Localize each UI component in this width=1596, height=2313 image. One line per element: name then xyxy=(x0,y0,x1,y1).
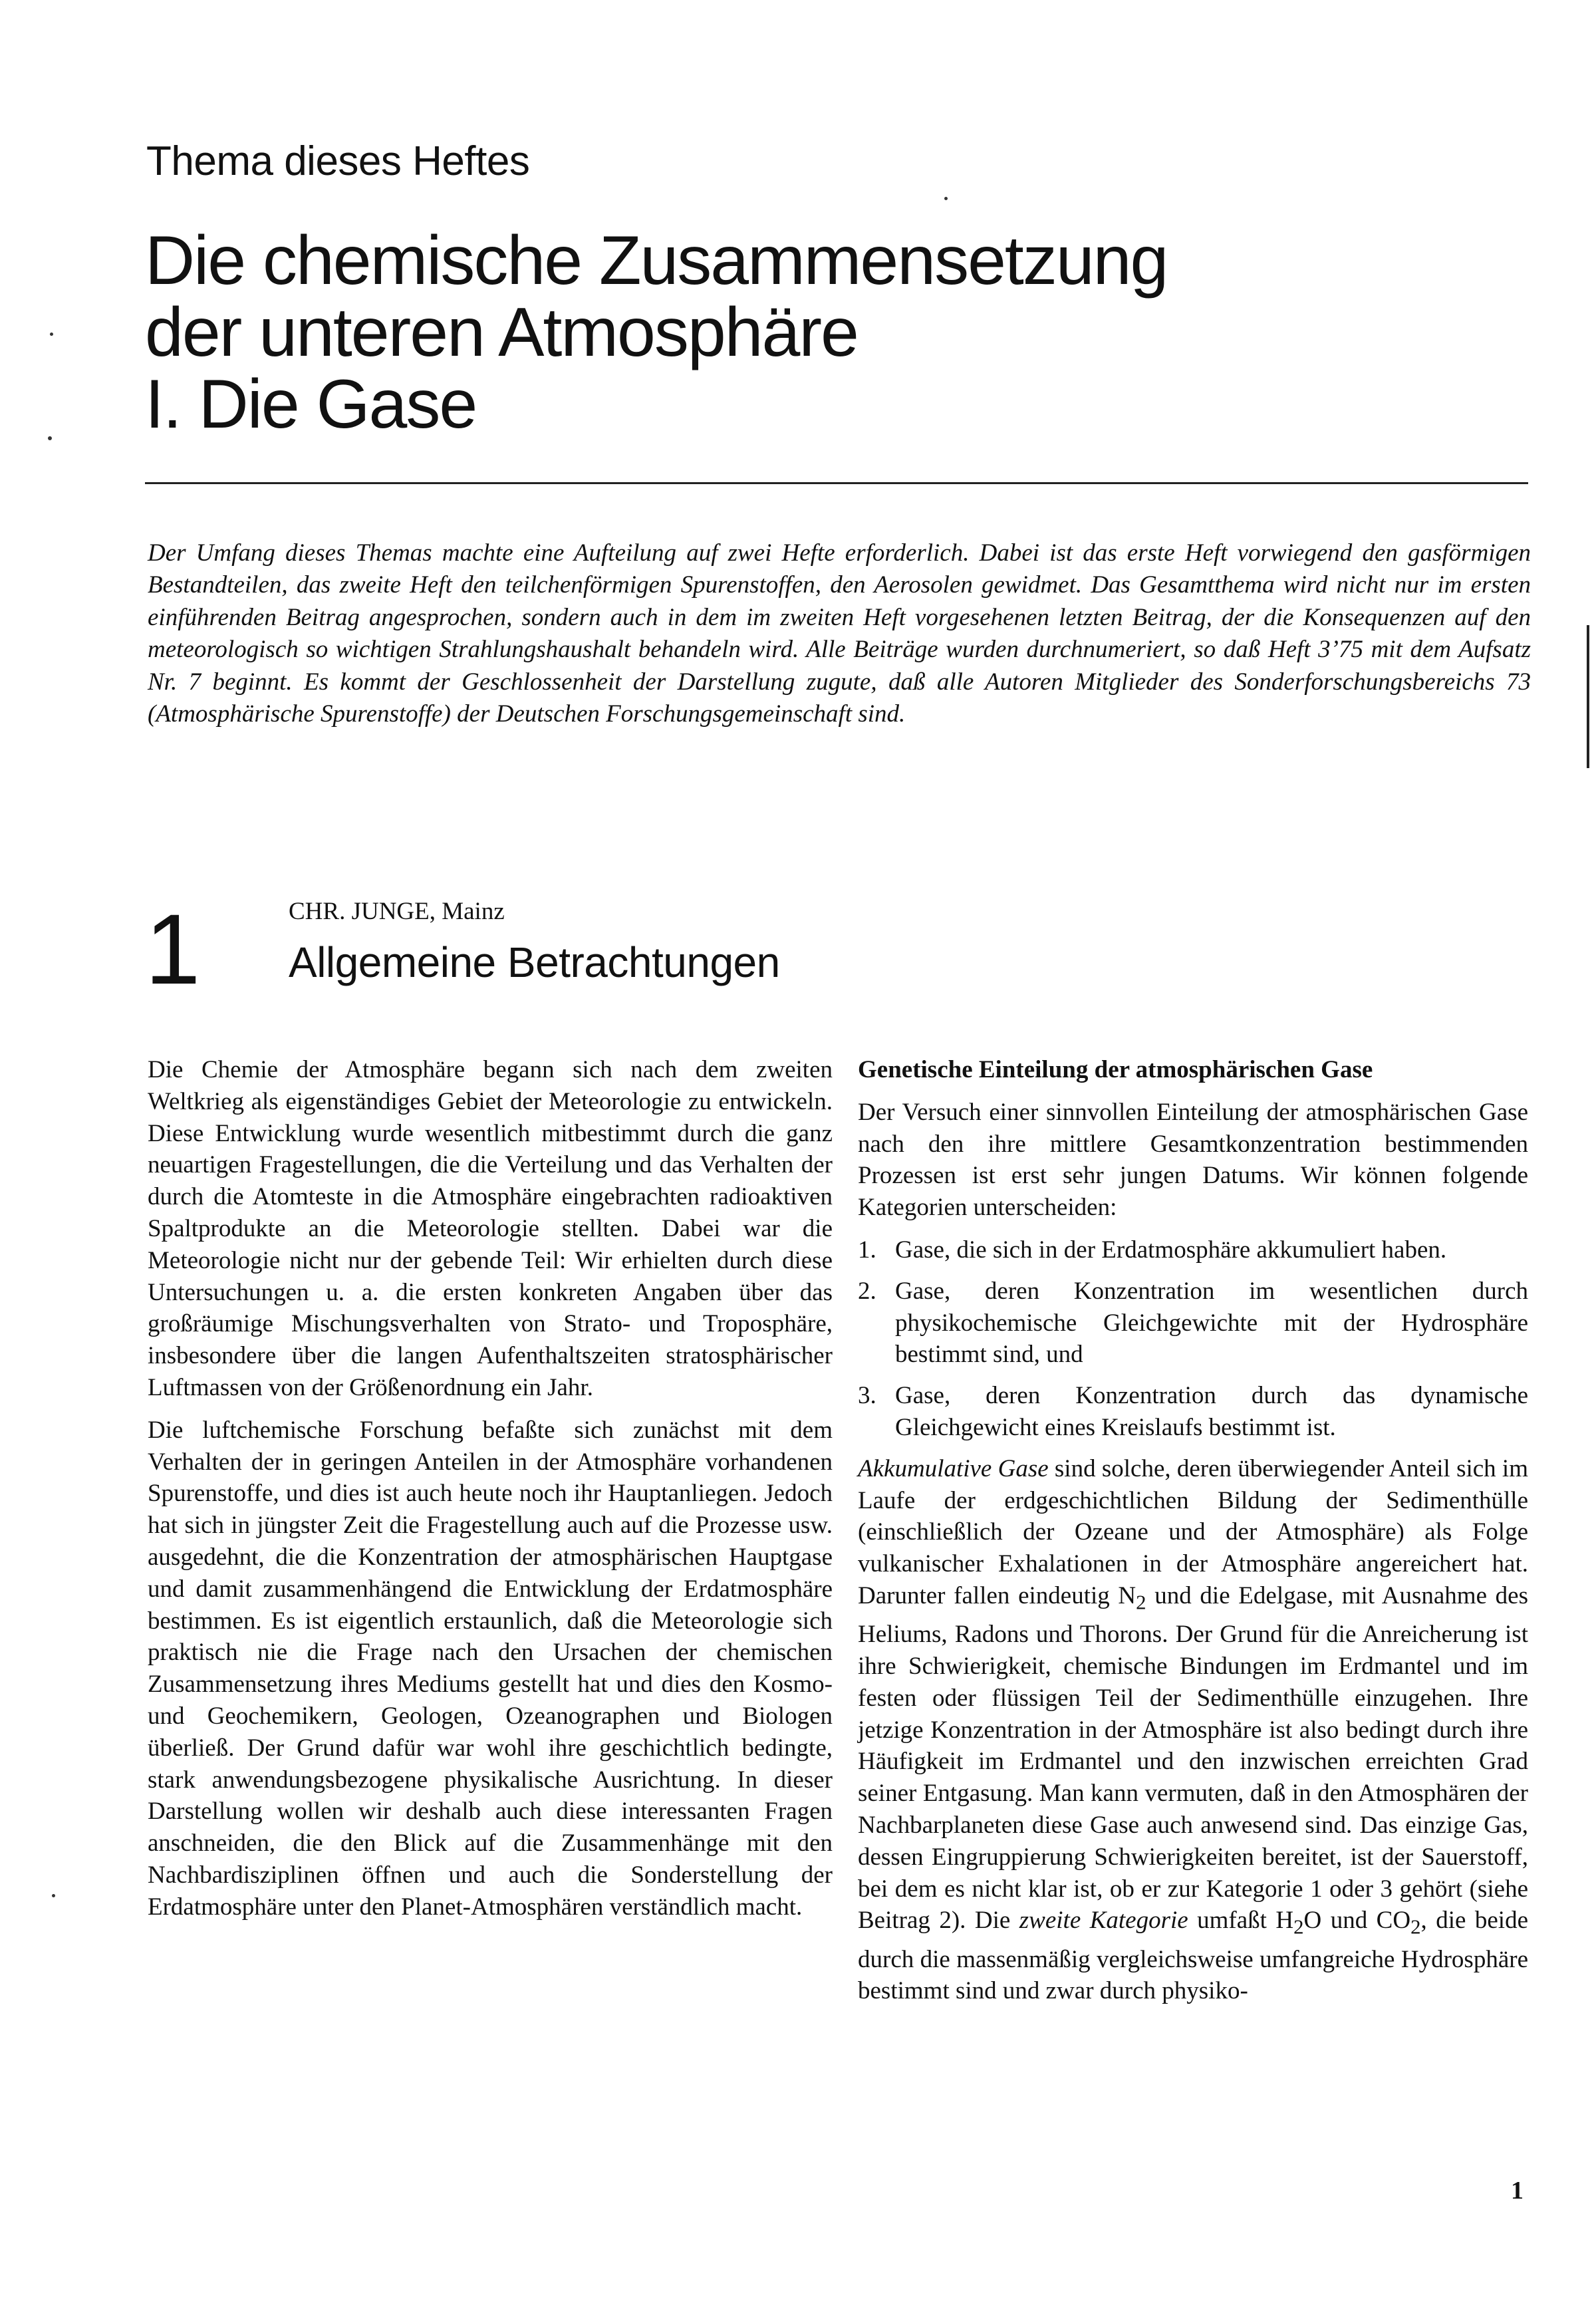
category-list xyxy=(858,1234,1528,1444)
title-divider xyxy=(145,482,1528,484)
list-item-text: Gase, deren Konzentration im wesentlichen durch physikochemische Gleichgewichte mit der Hydrosphäre bestimmt sind, und xyxy=(895,1277,1528,1369)
left-column xyxy=(148,1054,833,1934)
term-second-category: zweite Kategorie xyxy=(1019,1907,1188,1935)
scan-speck xyxy=(50,333,53,336)
list-item-text: Gase, die sich in der Erdatmosphäre akkumuliert haben. xyxy=(895,1236,1447,1264)
subscript: 2 xyxy=(1136,1591,1146,1614)
list-item-number: 1. xyxy=(858,1236,876,1264)
body-paragraph: Die luftchemische Forschung befaßte sich zunächst mit dem Verhalten der in geringen Anteilen in der Atmosphäre vorhandenen Spurenstoffe, und dies ist auch heute noch ihr Hauptanliegen. Jedoch hat sich in jüngster Zeit die Fragestellung auch auf die Prozesse usw. ausgedehnt, die die Konzentration der atmosphärischen Hauptgase und damit zusammenhängend die Entwicklung der Erdatmosphäre bestimmen. Es ist eigentlich erstaunlich, daß die Meteorologie sich praktisch nie die Frage nach den Ursachen der chemischen Zusammensetzung ihres Mediums gestellt hat und dies den Kosmo- und Geochemikern, Geologen, Ozeanographen und Biologen überließ. Der Grund dafür war wohl ihre geschichtlich bedingte, stark anwendungsbezogene physikalische Ausrichtung. In dieser Darstellung wollen wir deshalb auch diese interessanten Fragen anschneiden, die den Blick auf die Zusammenhänge mit den Nachbardisziplinen öffnen und auch die Sonderstellung der Erdatmosphäre unter den Planet-Atmosphären verständlich macht. xyxy=(148,1416,833,1921)
text-run: O und CO xyxy=(1303,1907,1411,1935)
term-accumulative-gases: Akkumulative Gase xyxy=(858,1454,1049,1482)
intro-paragraph: Der Umfang dieses Themas machte eine Aufteilung auf zwei Hefte erforderlich. Dabei ist das erste Heft vorwiegend den gasförmigen Bestandteilen, das zweite Heft den teilchenförmigen Spurenstoffen, den Aerosolen gewidmet. Das Gesamtthema wird nicht nur im ersten einführenden Beitrag angesprochen, sondern auch in dem im zweiten Heft vorgesehenen letzten Beitrag, der die Konsequenzen auf den meteorologisch so wichtigen Strahlungshaushalt behandeln wird. Alle Beiträge wurden durchnumeriert, so daß Heft 3’75 mit dem Aufsatz Nr. 7 beginnt. Es kommt der Geschlossenheit der Darstellung zugute, daß alle Autoren Mitglieder des Sonderforschungsbereichs 73 (Atmosphärische Spurenstoffe) der Deutschen Forschungsgemeinschaft sind. xyxy=(148,539,1531,728)
list-item xyxy=(858,1234,1528,1266)
right-column xyxy=(858,1054,1528,2018)
list-item-number: 2. xyxy=(858,1277,876,1305)
scan-speck xyxy=(48,436,52,440)
body-paragraph: Der Versuch einer sinnvollen Einteilung der atmosphärischen Gase nach den ihre mittlere Gesamtkonzentration bestimmenden Prozessen ist erst sehr jungen Datums. Wir können folgende Kategorien unterscheiden: xyxy=(858,1098,1528,1222)
scan-speck xyxy=(52,1894,55,1897)
body-paragraph: Die Chemie der Atmosphäre begann sich nach dem zweiten Weltkrieg als eigenständiges Gebiet der Meteorologie zu entwickeln. Diese Entwicklung wurde wesentlich mitbestimmt durch die ganz neuartigen Fragestellungen, die die Verteilung und das Verhalten der durch die Atomteste in die Atmosphäre eingebrachten radioaktiven Spaltprodukte an die Meteorologie stellten. Dabei war die Meteorologie nicht nur der gebende Teil: Wir erhielten durch diese Untersuchungen u. a. die ersten konkreten Angaben über das großräumige Mischungsverhalten von Strato- und Troposphäre, insbesondere über die langen Aufenthaltszeiten stratosphärischer Luftmassen von der Größenordnung ein Jahr. xyxy=(148,1056,833,1401)
scan-speck xyxy=(944,197,948,200)
list-item-text: Gase, deren Konzentration durch das dynamische Gleichgewicht eines Kreislaufs bestimmt ist. xyxy=(895,1382,1528,1441)
article-number: 1 xyxy=(145,893,201,1005)
section-heading: Genetische Einteilung der atmosphärischen Gase xyxy=(858,1056,1373,1083)
text-run: umfaßt H xyxy=(1188,1907,1294,1935)
article-title: Allgemeine Betrachtungen xyxy=(289,938,780,986)
main-title-line: der unteren Atmosphäre xyxy=(145,294,858,371)
main-title xyxy=(145,222,1408,443)
text-run: , die beide durch die massenmäßig vergleichsweise umfangreiche Hydrosphäre bestimmt sind und zwar durch physiko- xyxy=(858,1907,1528,2005)
text-run: und die Edelgase, mit Ausnahme des Heliums, Radons und Thorons. Der Grund für die Anreicherung ist ihre Schwierigkeit, chemische Bindungen im Erdmantel und im festen oder flüssigen Teil der Sedimenthülle einzugehen. Ihre jetzige Konzentration in der Atmosphäre ist also bedingt durch ihre Häufigkeit im Erdmantel und den inzwischen erreichten Grad seiner Entgasung. Man kann vermuten, daß in den Atmosphären der Nachbarplaneten diese Gase auch anwesend sind. Das einzige Gas, dessen Eingruppierung Schwierigkeiten bereitet, ist der Sauerstoff, bei dem es nicht klar ist, ob er zur Kategorie 1 oder 3 gehört (siehe Beitrag 2). Die xyxy=(858,1581,1528,1935)
subscript: 2 xyxy=(1293,1915,1304,1939)
margin-bar xyxy=(1587,625,1589,768)
list-item xyxy=(858,1276,1528,1371)
body-paragraph xyxy=(858,1453,1528,2007)
list-item xyxy=(858,1380,1528,1444)
page-number: 1 xyxy=(1511,2177,1524,2205)
main-title-line: I. Die Gase xyxy=(145,366,477,443)
text-run: sind solche, deren überwiegender Anteil sich im Laufe der erdgeschichtlichen Bildung der Sedimenthülle (einschließlich der Ozeane und der Atmosphäre) als Folge vulkanischer Exhalationen in der Atmosphäre angereichert hat. Darunter fallen eindeutig N xyxy=(858,1454,1528,1609)
article-author: CHR. JUNGE, Mainz xyxy=(289,898,505,925)
main-title-line: Die chemische Zusammensetzung xyxy=(145,222,1168,299)
issue-theme-label: Thema dieses Heftes xyxy=(146,138,530,184)
subscript: 2 xyxy=(1410,1915,1421,1939)
list-item-number: 3. xyxy=(858,1382,876,1410)
